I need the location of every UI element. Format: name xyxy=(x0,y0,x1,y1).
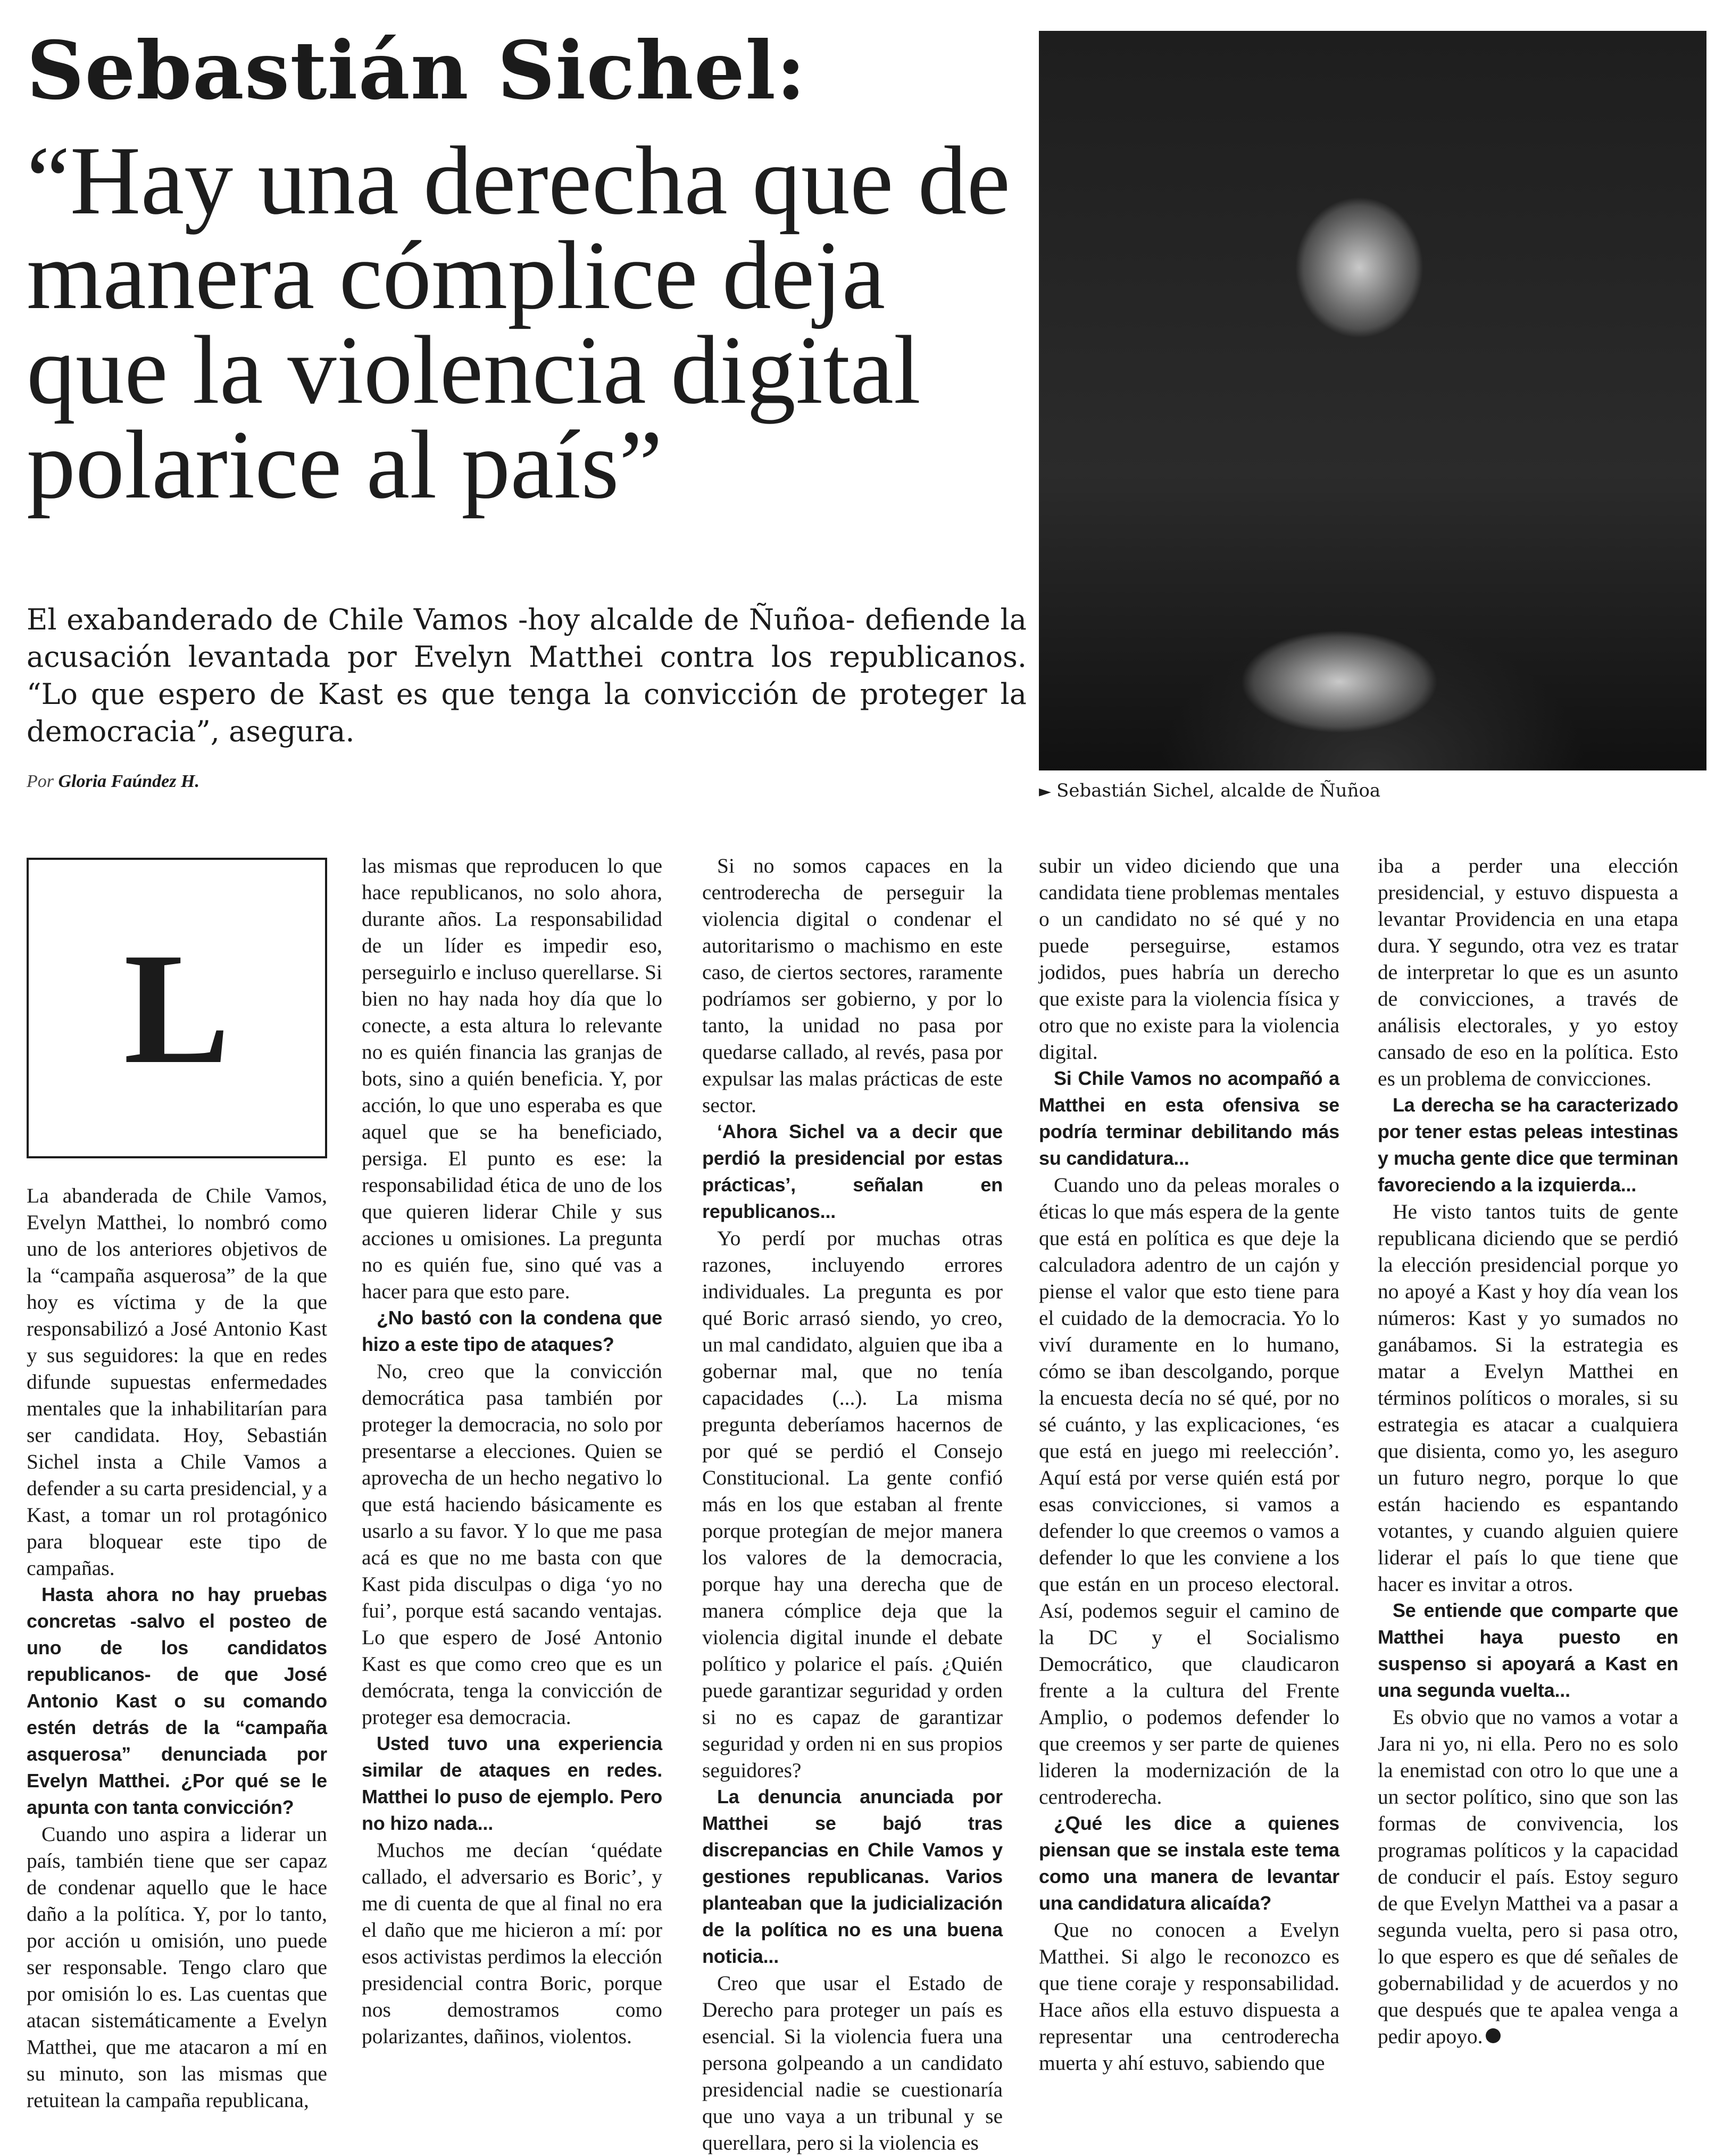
interview-question: ¿Qué les dice a quienes piensan que se instala este tema como una manera de levantar una candidatura alicaída? xyxy=(1039,1812,1339,1914)
interview-question: Usted tuvo una experiencia similar de ataques en redes. Matthei lo puso de ejemplo. Pero no hizo nada... xyxy=(362,1732,662,1834)
dropcap-letter: L xyxy=(123,919,230,1097)
article-column-5 xyxy=(1378,852,1678,2050)
body-paragraph: Cuando uno da peleas morales o éticas lo que más espera de la gente que está en política es que deje la calculadora adentro de un cajón y piense el valor que esto tiene para el cuidado de la democracia. Yo lo viví duramente en lo humano, cómo se iban descolgando, porque la encuesta decía no sé qué, por no sé cuánto, y las explicaciones, ‘es que está en juego mi reelección’. Aquí está por verse quién está por esas convicciones, si vamos a defender lo que creemos o vamos a defender lo que les conviene a los que están en un proceso electoral. Así, podemos seguir el camino de la DC y el Socialismo Democrático, que claudicaron frente a la cultura del Frente Amplio, o podemos defender lo que creemos y ser parte de quienes lideren la modernización de la centroderecha. xyxy=(1039,1173,1339,1809)
byline-prefix: Por xyxy=(27,772,54,791)
body-paragraph: Yo perdí por muchas otras razones, incluyendo errores individuales. La pregunta es por qué Boric arrasó siendo, yo creo, un mal candidato, alguien que iba a gobernar mal, que no tenía capacidades (...). La misma pregunta deberíamos hacernos de por qué se perdió el Consejo Constitucional. La gente confió más en los que estaban al frente porque protegían de mejor manera los valores de la democracia, porque hay una derecha que de manera cómplice deja que la violencia digital inunde el debate político y polarice el país. ¿Quién puede garantizar seguridad y orden si no es capaz de garantizar seguridad y orden ni en sus propios seguidores? xyxy=(702,1226,1003,1782)
interview-question: ¿No bastó con la condena que hizo a este tipo de ataques? xyxy=(362,1307,662,1355)
article-column-2 xyxy=(362,852,662,2050)
body-paragraph: Cuando uno aspira a liderar un país, también tiene que ser capaz de condenar aquello que le hace daño a la política. Y, por lo tanto, por acción u omisión, uno puede ser responsable. Tengo claro que por omisión lo es. Las cuentas que atacan sistemáticamente a Evelyn Matthei, que me atacaron a mí en su minuto, son las mismas que retuitean la campaña republicana, xyxy=(27,1822,327,2112)
body-paragraph: las mismas que reproducen lo que hace republicanos, no solo ahora, durante años. La responsabilidad de un líder es impedir eso, perseguirlo e incluso querellarse. Si bien no hay nada hoy día que lo conecte, a esta altura lo relevante no es quién financia las granjas de bots, sino a quién beneficia. Y, por acción, lo que uno esperaba es que aquel que se ha beneficiado, persiga. El punto es ese: la responsabilidad ética de uno de los que quieren liderar Chile y sus acciones u omisiones. La pregunta no es quién fue, sino qué vas a hacer para que esto pare. xyxy=(362,854,662,1303)
interview-question: La derecha se ha caracterizado por tener estas peleas intestinas y mucha gente dice que terminan favoreciendo a la izquierda... xyxy=(1378,1094,1678,1196)
body-paragraph: Que no conocen a Evelyn Matthei. Si algo le reconozco es que tiene coraje y responsabilidad. Hace años ella estuvo dispuesta a representar una centroderecha muerta y ahí estuvo, sabiendo que xyxy=(1039,1918,1339,2075)
body-paragraph: Creo que usar el Estado de Derecho para proteger un país es esencial. Si la violencia fuera una persona golpeando a un candidato presidencial nadie se cuestionaría que uno vaya a un tribunal y se querellara, pero si la violencia es xyxy=(702,1971,1003,2154)
lead-paragraph: El exabanderado de Chile Vamos -hoy alcalde de Ñuñoa- defiende la acusación levantada por Evelyn Matthei contra los republicanos. “Lo que espero de Kast es que tenga la convicción de proteger la democracia”, asegura. xyxy=(27,603,1027,748)
interview-question: Si Chile Vamos no acompañó a Matthei en esta ofensiva se podría terminar debilitando más su candidatura... xyxy=(1039,1067,1339,1169)
interview-question: Hasta ahora no hay pruebas concretas -salvo el posteo de uno de los candidatos republicanos- de que José Antonio Kast o su comando estén detrás de la “campaña asquerosa” denunciada por Evelyn Matthei. ¿Por qué se le apunta con tanta convicción? xyxy=(27,1583,327,1818)
interview-question: La denuncia anunciada por Matthei se bajó tras discrepancias en Chile Vamos y gestiones republicanas. Varios planteaban que la judicialización de la política no es una buena noticia... xyxy=(702,1786,1003,1967)
headline-quote: “Hay una derecha que de manera cómplice deja que la violencia digital polarice al país” xyxy=(27,126,1011,519)
portrait-photo xyxy=(1039,31,1706,770)
byline-author: Gloria Faúndez H. xyxy=(58,772,199,791)
article-column-3 xyxy=(702,852,1003,2156)
body-paragraph: Si no somos capaces en la centroderecha de perseguir la violencia digital o condenar el autoritarismo o machismo en este caso, de ciertos sectores, raramente podríamos ser gobierno, y por lo tanto, la unidad no pasa por quedarse callado, al revés, pasa por expulsar las malas prácticas de este sector. xyxy=(702,854,1003,1117)
body-paragraph: No, creo que la convicción democrática pasa también por proteger la democracia, no solo por presentarse a elecciones. Quien se aprovecha de un hecho negativo lo que está haciendo básicamente es usarlo a su favor. Y lo que me pasa acá es que no me basta con que Kast pida disculpas o diga ‘yo no fui’, porque está sacando ventajas. Lo que espero de José Antonio Kast es que como creo que es un demócrata, tenga la convicción de proteger esa democracia. xyxy=(362,1359,662,1729)
photo-caption xyxy=(1039,780,1706,801)
end-of-article-icon xyxy=(1486,2028,1501,2043)
body-paragraph: He visto tantos tuits de gente republicana diciendo que se perdió la elección presidencial porque yo no apoyé a Kast y hoy día vean los números: Kast y yo sumados no ganábamos. Si la estrategia es matar a Evelyn Matthei en términos políticos o morales, si su estrategia es atacar a cualquiera que disienta, como yo, les aseguro un futuro negro, porque lo que están haciendo es espantando votantes, y cuando alguien quiere liderar el país lo que tiene que hacer es invitar a otros. xyxy=(1378,1200,1678,1596)
body-paragraph: subir un video diciendo que una candidata tiene problemas mentales o un candidato no sé qué y no puede perseguirse, estamos jodidos, pues habría un derecho que existe para la violencia física y otro que no existe para la violencia digital. xyxy=(1039,854,1339,1064)
dropcap-box xyxy=(27,858,327,1158)
interview-question: Se entiende que comparte que Matthei haya puesto en suspenso si apoyará a Kast en una segunda vuelta... xyxy=(1378,1599,1678,1701)
body-paragraph: Es obvio que no vamos a votar a Jara ni yo, ni ella. Pero no es solo la enemistad con otro lo que une a un sector político, sino que son las formas de convivencia, los programas políticos y la capacidad de conducir el país. Estoy seguro de que Evelyn Matthei va a pasar a segunda vuelta, pero si pasa otro, lo que espero es que dé señales de gobernabilidad y de acuerdos y no que después que te apalea venga a pedir apoyo. xyxy=(1378,1705,1678,2048)
article-column-4 xyxy=(1039,852,1339,2076)
article-column-1 xyxy=(27,1182,327,2113)
body-paragraph: Muchos me decían ‘quédate callado, el adversario es Boric’, y me di cuenta de que al final no era el daño que me hicieron a mí: por esos activistas perdimos la elección presidencial contra Boric, porque nos demostramos como polarizantes, dañinos, violentos. xyxy=(362,1838,662,2048)
caption-arrow-icon: ► xyxy=(1039,782,1052,801)
body-paragraph: La abanderada de Chile Vamos, Evelyn Matthei, lo nombró como uno de los anteriores objetivos de la “campaña asquerosa” de la que hoy es víctima y de la que responsabilizó a José Antonio Kast y sus seguidores: la que en redes difunde supuestas enfermedades mentales que la inhabilitarían para ser candidata. Hoy, Sebastián Sichel insta a Chile Vamos a defender a su carta presidencial, y a Kast, a tomar un rol protagónico para bloquear este tipo de campañas. xyxy=(27,1184,327,1580)
interview-question: ‘Ahora Sichel va a decir que perdió la presidencial por estas prácticas’, señalan en republicanos... xyxy=(702,1121,1003,1222)
caption-text: Sebastián Sichel, alcalde de Ñuñoa xyxy=(1056,780,1381,801)
headline-name: Sebastián Sichel: xyxy=(27,24,806,118)
byline xyxy=(27,772,665,792)
body-paragraph: iba a perder una elección presidencial, y estuvo dispuesta a levantar Providencia en una etapa dura. Y segundo, otra vez es tratar de interpretar lo que es un asunto de convicciones, a través de análisis electorales, y yo estoy cansado de eso en la política. Esto es un problema de convicciones. xyxy=(1378,854,1678,1090)
